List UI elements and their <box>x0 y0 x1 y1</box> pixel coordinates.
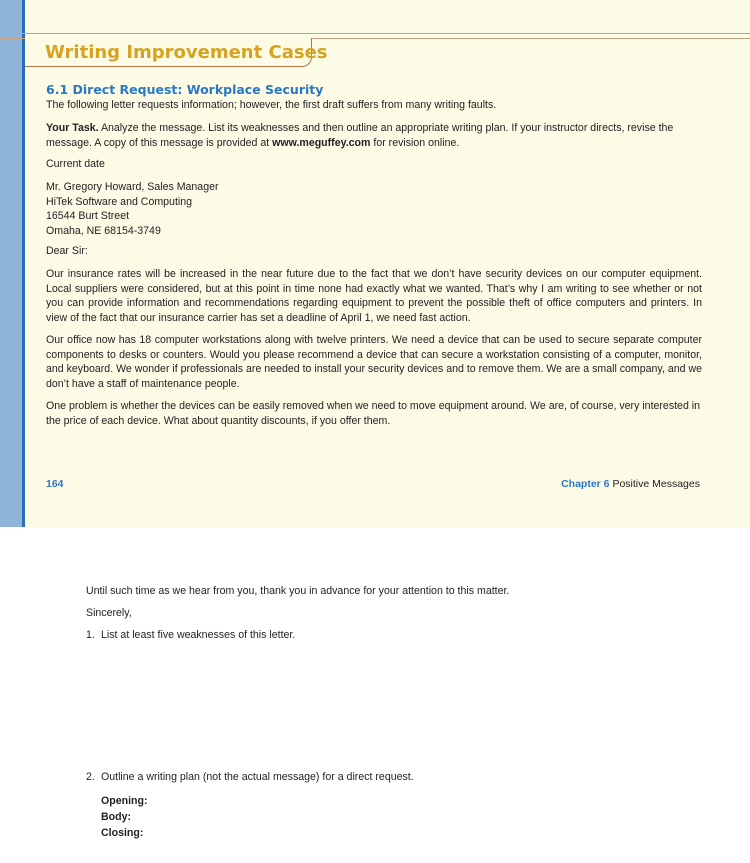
page-number: 164 <box>46 478 64 490</box>
margin-bar-edge <box>22 0 25 527</box>
address-line: 16544 Burt Street <box>46 210 130 223</box>
letter-paragraph-3: One problem is whether the devices can be easily removed when we need to move equipment around. We are, of course, very interested in the price of each device. What about quantity discounts, if you offer them. <box>46 400 701 427</box>
question-text: List at least five weaknesses of this letter. <box>101 629 296 641</box>
address-line: Mr. Gregory Howard, Sales Manager <box>46 181 219 193</box>
case-title: 6.1 Direct Request: Workplace Security <box>46 82 324 97</box>
header-rule-top <box>0 33 750 34</box>
banner-title: Writing Improvement Cases <box>45 42 328 63</box>
address-line: Omaha, NE 68154-3749 <box>46 224 161 237</box>
letter-closing-line: Until such time as we hear from you, thank you in advance for your attention to this matter. <box>86 585 510 597</box>
margin-bar <box>0 0 22 527</box>
bottom-page <box>0 527 750 863</box>
case-intro: The following letter requests information; however, the first draft suffers from many writing faults. <box>46 99 497 111</box>
plan-opening-label: Opening: <box>101 795 148 807</box>
chapter-label: Chapter 6 <box>561 478 610 490</box>
letter-date: Current date <box>46 158 105 170</box>
inside-address <box>46 180 702 238</box>
question-number: 2. <box>86 771 95 783</box>
address-line: HiTek Software and Computing <box>46 195 193 208</box>
task-text-2: for revision online. <box>370 136 460 149</box>
question-number: 1. <box>86 629 95 641</box>
chapter-title: Positive Messages <box>612 478 700 490</box>
task-url-link[interactable]: www.meguffey.com <box>272 136 371 149</box>
plan-closing-label: Closing: <box>101 827 144 839</box>
plan-body-label: Body: <box>101 811 132 823</box>
task-label: Your Task. <box>46 122 99 134</box>
letter-paragraph-2: Our office now has 18 computer workstations along with twelve printers. We need a device that can be used to secure separate computer components to desks or counters. Would you please recommend a device that can secure a workstation consisting of a computer, monitor, and keyboard. We wonder if professionals are needed to install your security devices and to remove them. We are a small company, and we don’t have a staff of maintenance people. <box>46 334 702 390</box>
sign-off: Sincerely, <box>86 607 132 619</box>
chapter-footer <box>561 478 700 490</box>
section-banner <box>25 38 328 67</box>
task-paragraph <box>46 121 702 150</box>
question-1 <box>86 628 295 642</box>
question-text: Outline a writing plan (not the actual message) for a direct request. <box>101 771 414 783</box>
salutation: Dear Sir: <box>46 245 88 257</box>
letter-paragraph-1: Our insurance rates will be increased in the near future due to the fact that we don’t have security devices on our computer equipment. Local suppliers were considered, but at this point in time none had exactly what we wanted. That’s why I am writing to see whether or not you can provide information and recommendations regarding equipment to prevent the possible theft of office computers and printers. In view of the fact that our insurance carrier has set a deadline of April 1, we need fast action. <box>46 268 702 324</box>
task-text-1: Analyze the message. List its weaknesses and then outline an appropriate writing plan. If your instructor directs, revise the message. A copy of this message is provided at <box>46 122 674 149</box>
question-2 <box>86 770 414 784</box>
